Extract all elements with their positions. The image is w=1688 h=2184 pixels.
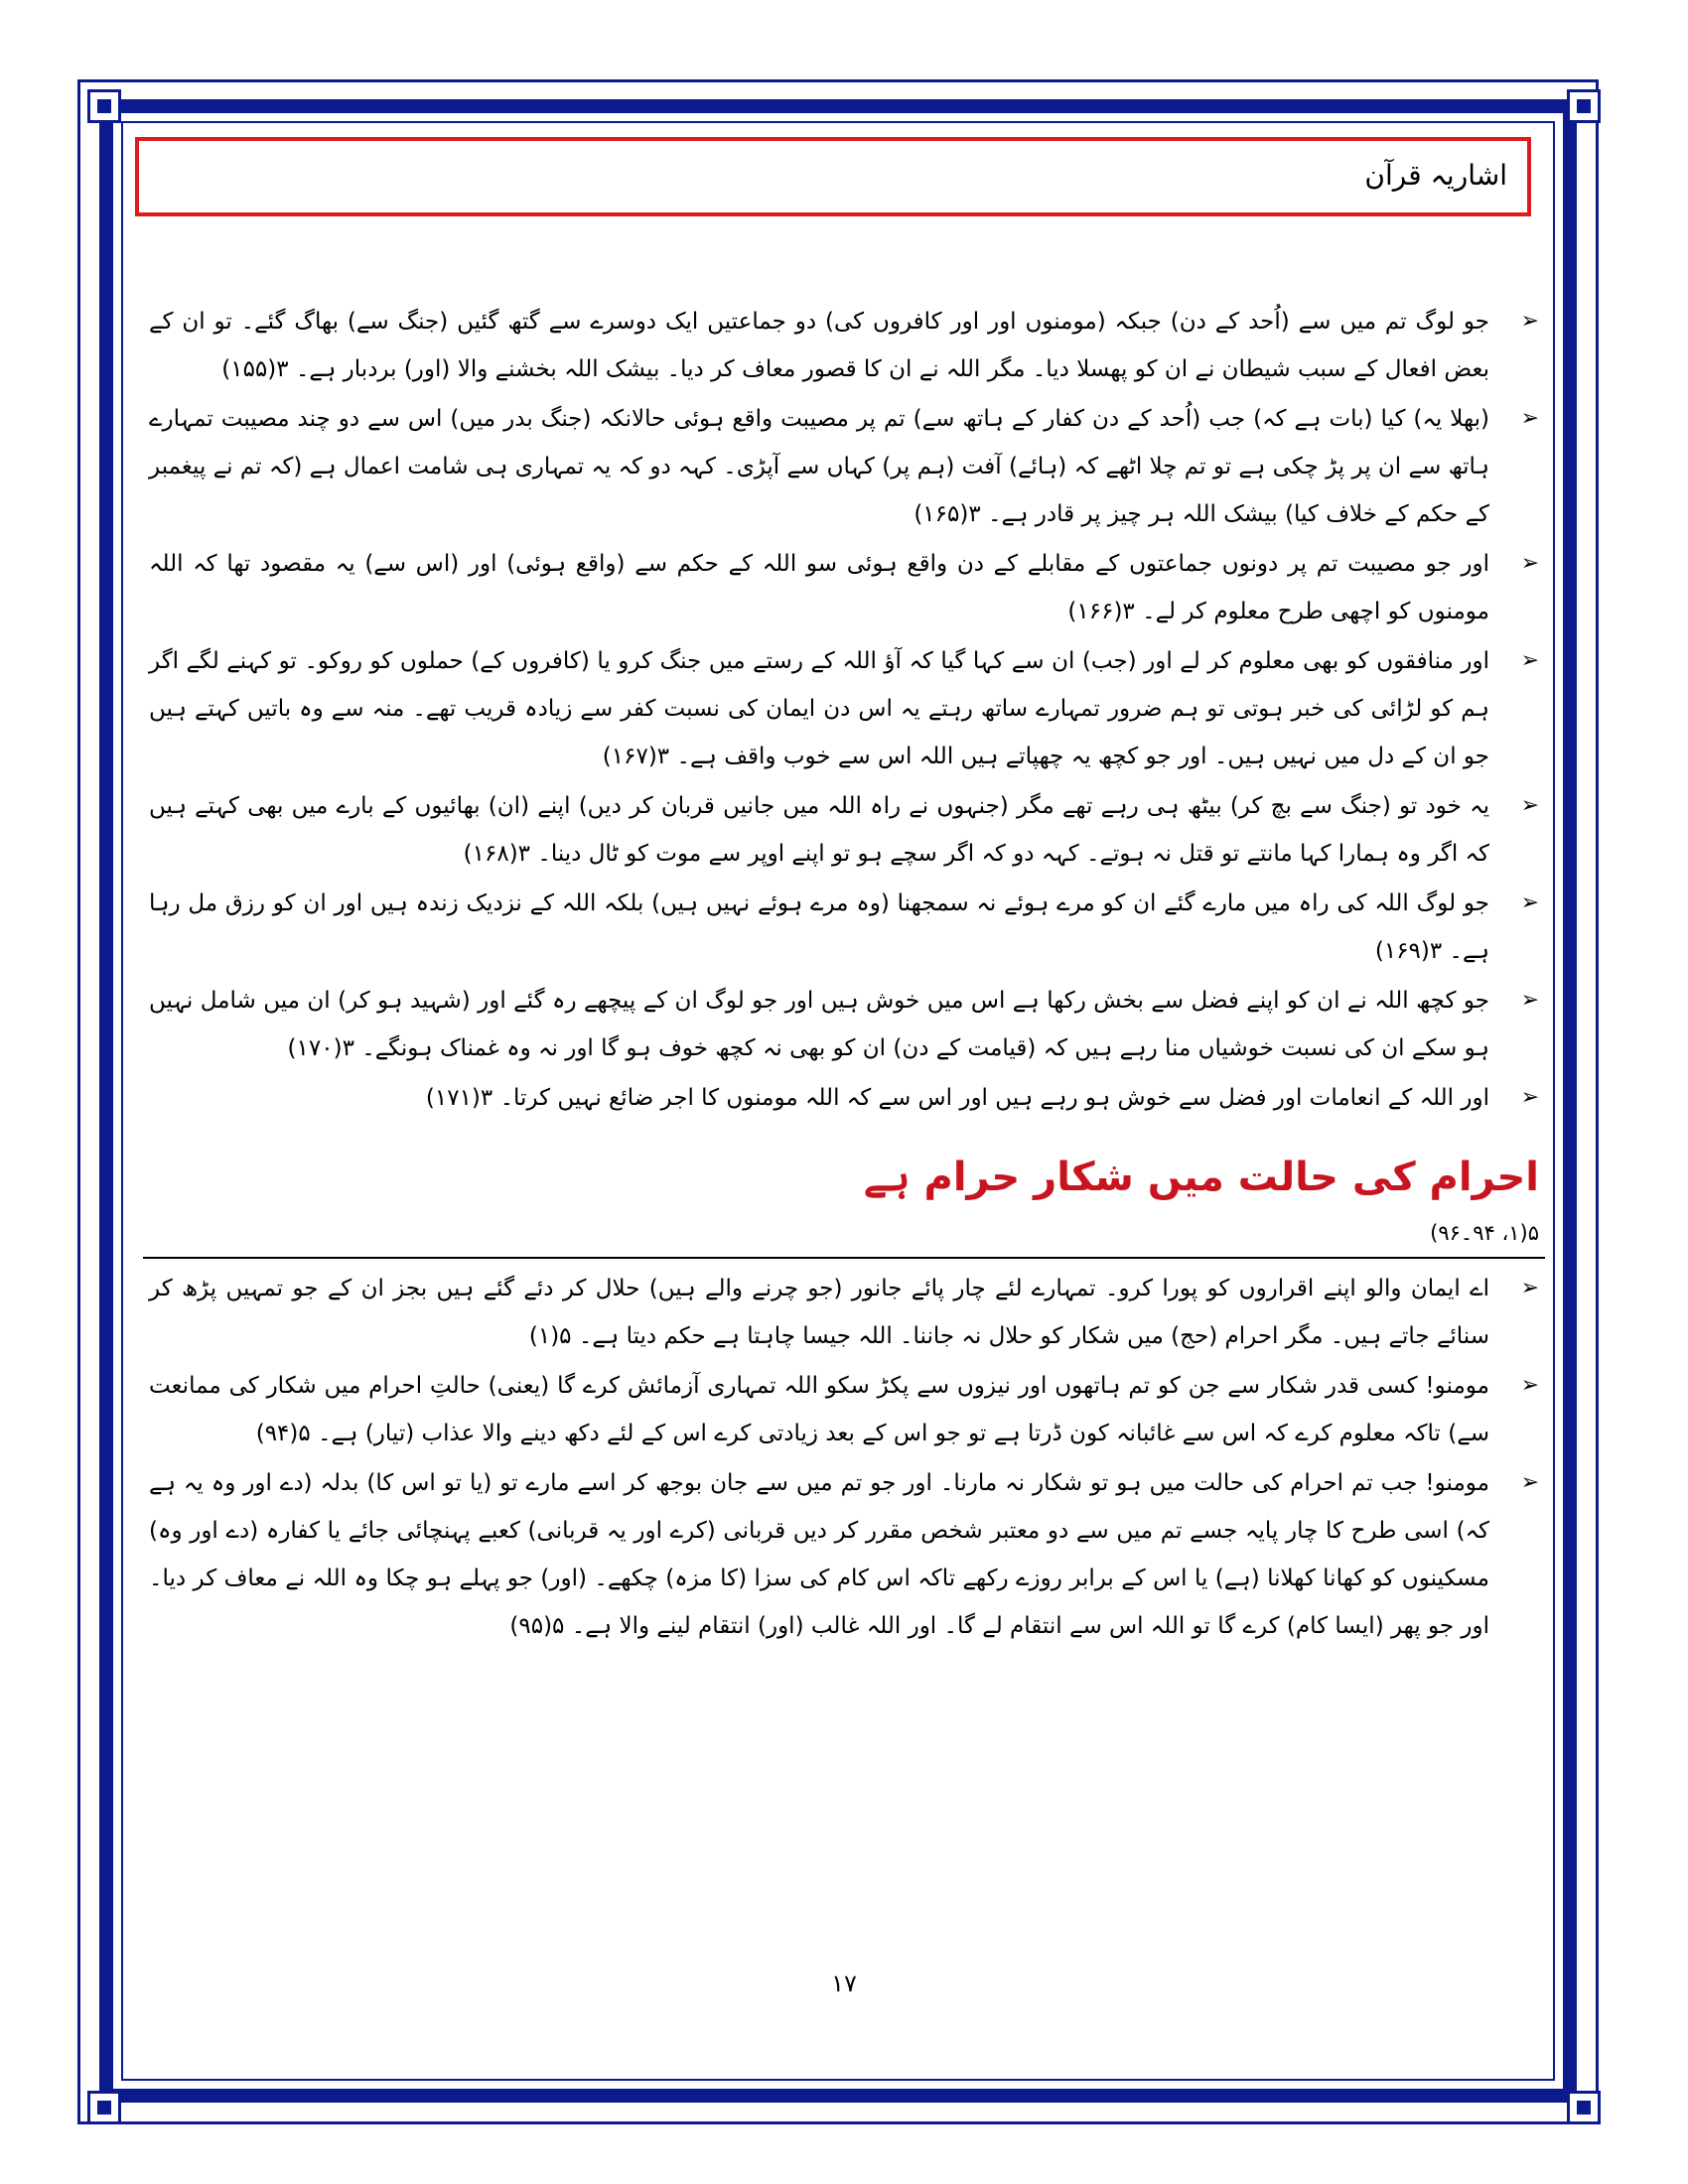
- arrow-bullet-icon: ➢: [1520, 1470, 1539, 1495]
- arrow-bullet-icon: ➢: [1520, 309, 1539, 334]
- arrow-bullet-icon: ➢: [1520, 988, 1539, 1013]
- arrow-bullet-icon: ➢: [1520, 551, 1539, 576]
- entry-text: اور اللہ کے انعامات اور فضل سے خوش ہو رہے ہیں اور اس سے کہ اللہ مومنوں کا اجر ضائع نہیں کرتا۔ ۳(۱۷۱): [425, 1085, 1489, 1111]
- entry-text: یہ خود تو (جنگ سے بچ کر) بیٹھ ہی رہے تھے مگر (جنہوں نے راہ اللہ میں جانیں قربان کر دیں) اپنے (ان) بھائیوں کے بارے میں بھی کہتے ہیں کہ اگر وہ ہمارا کہا مانتے تو قتل نہ ہوتے۔ کہہ دو کہ اگر سچے ہو تو اپنے اوپر سے موت کو ٹال دینا۔ ۳(۱۶۸): [149, 793, 1489, 867]
- main-content: [149, 298, 1539, 1652]
- list-item: [149, 637, 1539, 780]
- list-item: [149, 880, 1539, 975]
- arrow-bullet-icon: ➢: [1520, 793, 1539, 818]
- entry-text: اور جو مصیبت تم پر دونوں جماعتوں کے مقابلے کے دن واقع ہوئی سو اللہ کے حکم سے (واقع ہوئی) اور (اس سے) یہ مقصود تھا کہ اللہ مومنوں کو اچھی طرح معلوم کر لے۔ ۳(۱۶۶): [149, 551, 1489, 624]
- arrow-bullet-icon: ➢: [1520, 1373, 1539, 1398]
- entry-text: اے ایمان والو اپنے اقراروں کو پورا کرو۔ تمہارے لئے چار پائے جانور (جو چرنے والے ہیں) حلال کر دئے گئے ہیں بجز ان کے جو تمہیں پڑھ کر سنائے جاتے ہیں۔ مگر احرام (حج) میں شکار کو حلال نہ جاننا۔ اللہ جیسا چاہتا ہے حکم دیتا ہے۔ ۵(۱): [149, 1276, 1489, 1349]
- list-item: [149, 782, 1539, 878]
- list-item: [149, 540, 1539, 635]
- arrow-bullet-icon: ➢: [1520, 890, 1539, 915]
- divider: [143, 1257, 1545, 1259]
- page-title: اشاریہ قرآن: [1364, 159, 1507, 192]
- entry-text: اور منافقوں کو بھی معلوم کر لے اور (جب) ان سے کہا گیا کہ آؤ اللہ کے رستے میں جنگ کرو یا (کافروں کے) حملوں کو روکو۔ تو کہنے لگے اگر ہم کو لڑائی کی خبر ہوتی تو ہم ضرور تمہارے ساتھ رہتے یہ اس دن ایمان کی نسبت کفر سے زیادہ قریب تھے۔ منہ سے وہ باتیں کہتے ہیں جو ان کے دل میں نہیں ہیں۔ اور جو کچھ یہ چھپاتے ہیں اللہ اس سے خوب واقف ہے۔ ۳(۱۶۷): [149, 648, 1489, 769]
- list-item: [149, 977, 1539, 1072]
- corner-ornament: [87, 2091, 121, 2124]
- page-number: ۱۷: [831, 1970, 857, 1997]
- entry-text: جو لوگ تم میں سے (اُحد کے دن) جبکہ (مومنوں اور اور کافروں کی) دو جماعتیں ایک دوسرے سے گتھ گئیں (جنگ سے) بھاگ گئے۔ تو ان کے بعض افعال کے سبب شیطان نے ان کو پھسلا دیا۔ مگر اللہ نے ان کا قصور معاف کر دیا۔ بیشک اللہ بخشنے والا (اور) بردبار ہے۔ ۳(۱۵۵): [149, 309, 1489, 382]
- entry-text: جو لوگ اللہ کی راہ میں مارے گئے ان کو مرے ہوئے نہ سمجھنا (وہ مرے ہوئے نہیں ہیں) بلکہ اللہ کے نزدیک زندہ ہیں اور ان کو رزق مل رہا ہے۔ ۳(۱۶۹): [149, 890, 1489, 964]
- header-box: [135, 137, 1531, 216]
- list-item: [149, 1362, 1539, 1457]
- entry-text: جو کچھ اللہ نے ان کو اپنے فضل سے بخش رکھا ہے اس میں خوش ہیں اور جو لوگ ان کے پیچھے رہ گئے اور (شہید ہو کر) ان میں شامل نہیں ہو سکے ان کی نسبت خوشیاں منا رہے ہیں کہ (قیامت کے دن) ان کو بھی نہ کچھ خوف ہو گا اور نہ وہ غمناک ہونگے۔ ۳(۱۷۰): [149, 988, 1489, 1061]
- arrow-bullet-icon: ➢: [1520, 648, 1539, 673]
- section-reference: ۵(۱، ۹۴۔۹۶): [1430, 1221, 1539, 1245]
- corner-ornament: [87, 89, 121, 123]
- arrow-bullet-icon: ➢: [1520, 1085, 1539, 1110]
- entry-text: (بھلا یہ) کیا (بات ہے کہ) جب (اُحد کے دن کفار کے ہاتھ سے) تم پر مصیبت واقع ہوئی حالانکہ (جنگ بدر میں) اس سے دو چند مصیبت تمہارے ہاتھ سے ان پر پڑ چکی ہے تو تم چلا اٹھے کہ (ہائے) آفت (ہم پر) کہاں سے آپڑی۔ کہہ دو کہ یہ تمہاری ہی شامت اعمال ہے (کہ تم نے پیغمبر کے حکم کے خلاف کیا) بیشک اللہ ہر چیز پر قادر ہے۔ ۳(۱۶۵): [149, 406, 1489, 527]
- entry-text: مومنو! جب تم احرام کی حالت میں ہو تو شکار نہ مارنا۔ اور جو تم میں سے جان بوجھ کر اسے مارے تو (یا تو اس کا) بدلہ (دے اور وہ یہ ہے کہ) اسی طرح کا چار پایہ جسے تم میں سے دو معتبر شخص مقرر کر دیں قربانی (کرے اور یہ قربانی) کعبے پہنچائی جائے یا کفارہ (دے اور وہ) مسکینوں کو کھانا کھلانا (ہے) یا اس کے برابر روزے رکھے تاکہ اس کام کی سزا (کا مزہ) چکھے۔ (اور) جو پہلے ہو چکا وہ اللہ نے معاف کر دیا۔ اور جو پھر (ایسا کام) کرے گا تو اللہ اس سے انتقام لے گا۔ اور اللہ غالب (اور) انتقام لینے والا ہے۔ ۵(۹۵): [149, 1470, 1489, 1639]
- list-item: [149, 1074, 1539, 1122]
- arrow-bullet-icon: ➢: [1520, 1276, 1539, 1300]
- corner-ornament: [1567, 2091, 1601, 2124]
- corner-ornament: [1567, 89, 1601, 123]
- arrow-bullet-icon: ➢: [1520, 406, 1539, 431]
- list-item: [149, 395, 1539, 538]
- list-item: [149, 1459, 1539, 1650]
- list-item: [149, 298, 1539, 393]
- section-heading: احرام کی حالت میں شکار حرام ہے: [863, 1155, 1539, 1200]
- entry-text: مومنو! کسی قدر شکار سے جن کو تم ہاتھوں اور نیزوں سے پکڑ سکو اللہ تمہاری آزمائش کرے گا (یعنی) حالتِ احرام میں شکار کی ممانعت سے) تاکہ معلوم کرے کہ اس سے غائبانہ کون ڈرتا ہے تو جو اس کے بعد زیادتی کرے اس کے لئے دکھ دینے والا عذاب (تیار) ہے۔ ۵(۹۴): [149, 1373, 1489, 1446]
- list-item: [149, 1265, 1539, 1360]
